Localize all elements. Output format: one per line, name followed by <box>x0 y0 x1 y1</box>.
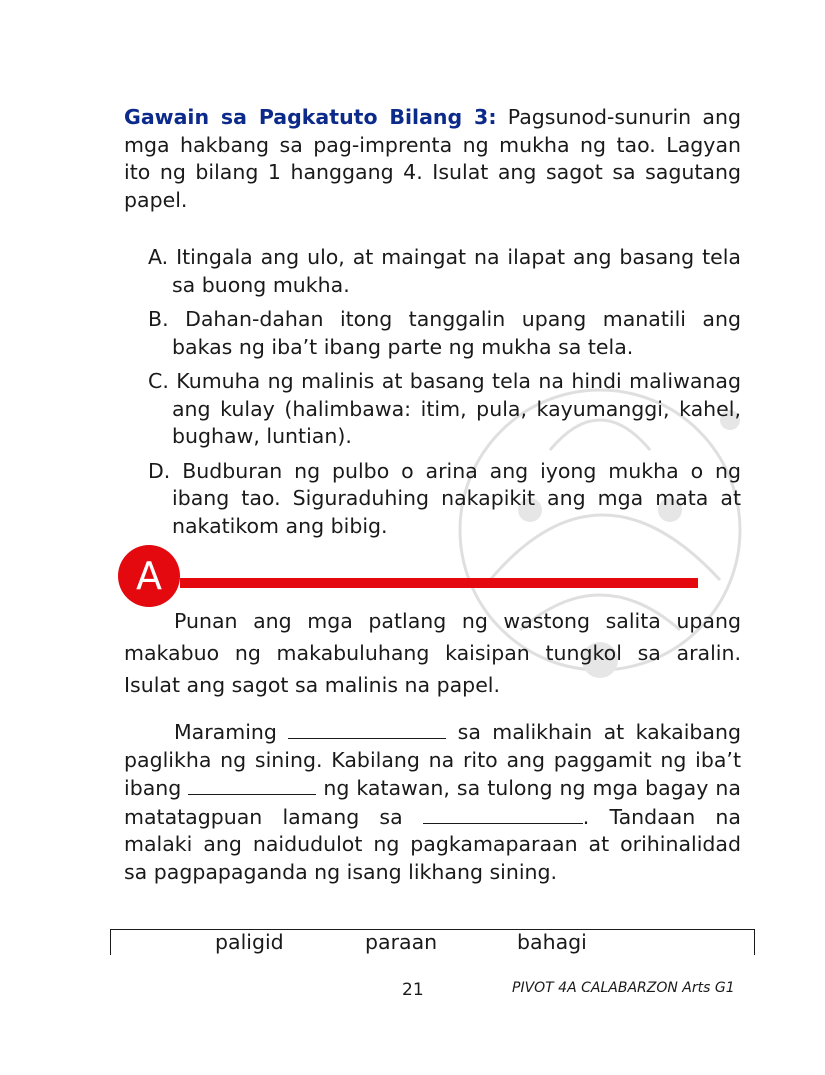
passage-text: sa malikhain at kakaibang paglikha ng sining. Kabilang na rito ang paggamit ng iba’t ibang <box>124 720 741 800</box>
activity-title: Gawain sa Pagkatuto Bilang 3: <box>124 105 497 129</box>
step-text: Dahan-dahan itong tanggalin upang manatili ang bakas ng iba’t ibang parte ng mukha sa tela. <box>172 307 741 359</box>
step-letter: C. <box>148 369 169 393</box>
passage-text: ng katawan, sa tulong ng mga bagay na matatagpuan lamang sa <box>124 776 741 829</box>
answer-blank[interactable] <box>288 718 446 739</box>
word-bank-item: paraan <box>365 930 438 954</box>
steps-list <box>148 244 741 547</box>
step-item <box>148 306 741 361</box>
fill-in-passage <box>124 718 741 886</box>
page-number: 21 <box>402 980 424 1000</box>
activity-instruction-text: Pagsunod-sunurin ang mga hakbang sa pag-imprenta ng mukha ng tao. Lagyan ito ng bilang 1 hanggang 4. Isulat ang sagot sa sagutang papel. <box>124 105 741 212</box>
section-a-badge: A <box>118 545 180 607</box>
step-item <box>148 458 741 541</box>
step-item <box>148 244 741 299</box>
step-letter: B. <box>148 307 169 331</box>
step-text: Budburan ng pulbo o arina ang iyong mukha o ng ibang tao. Siguraduhing nakapikit ang mga mata at nakatikom ang bibig. <box>172 458 741 538</box>
step-letter: A. <box>148 245 169 269</box>
word-bank-item: bahagi <box>517 930 587 954</box>
passage-text: Maraming <box>174 720 277 744</box>
word-bank <box>110 929 755 955</box>
section-divider <box>180 578 698 588</box>
answer-blank[interactable] <box>423 803 583 824</box>
word-bank-item: paligid <box>215 930 284 954</box>
passage-text: . Tandaan na malaki ang naidudulot ng pagkamaparaan at orihinalidad sa pagpapaganda ng isang likhang sining. <box>124 804 741 884</box>
step-letter: D. <box>148 458 171 483</box>
step-text: Kumuha ng malinis at basang tela na hindi maliwanag ang kulay (halimbawa: itim, pula, kayumanggi, kahel, bughaw, luntian). <box>172 369 741 448</box>
step-item <box>148 368 741 451</box>
section-a-instruction: Punan ang mga patlang ng wastong salita upang makabuo ng makabuluhang kaisipan tungkol sa aralin. Isulat ang sagot sa malinis na papel. <box>124 609 741 697</box>
module-label: PIVOT 4A CALABARZON Arts G1 <box>512 980 735 996</box>
activity-instruction <box>124 104 741 214</box>
step-text: Itingala ang ulo, at maingat na ilapat ang basang tela sa buong mukha. <box>172 245 741 297</box>
answer-blank[interactable] <box>188 774 316 795</box>
